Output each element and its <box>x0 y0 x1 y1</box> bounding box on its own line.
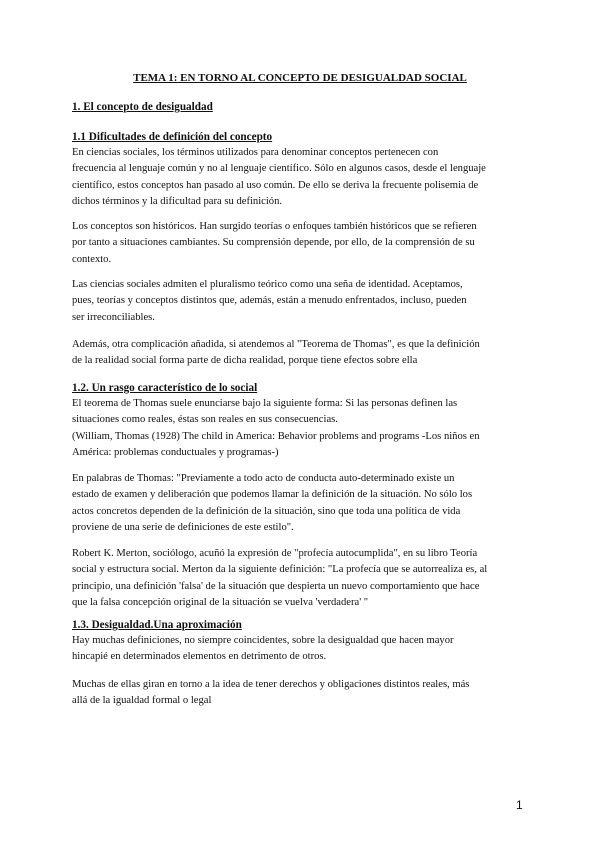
page-number: 1 <box>516 798 523 812</box>
paragraph-line: América: problemas conductuales y programas-) <box>72 447 279 459</box>
paragraph-line: ser irreconciliables. <box>72 311 155 323</box>
paragraph-line: dichos términos y la dificultad para su definición. <box>72 196 283 208</box>
paragraph-6 <box>72 471 530 537</box>
paragraph-4 <box>72 337 530 370</box>
paragraph-line: Las ciencias sociales admiten el pluralismo teórico como una seña de identidad. Aceptamos, <box>72 279 463 290</box>
paragraph-line: social y estructura social. Merton da la siguiente definición: "La profecía que se autorrealiza es, al <box>72 564 488 576</box>
paragraph-1 <box>72 145 530 211</box>
paragraph-line: Muchas de ellas giran en torno a la idea de tener derechos y obligaciones distintos reales, más <box>72 679 470 690</box>
paragraph-line: Robert K. Merton, sociólogo, acuñó la expresión de "profecía autocumplida", en su libro Teoría <box>72 548 478 559</box>
paragraph-9 <box>72 677 530 710</box>
paragraph-line: actos concretos dependen de la definición de la situación, sino que toda una política de vida <box>72 505 461 517</box>
paragraph-line: de la realidad social forma parte de dicha realidad, porque tiene efectos sobre ella <box>72 355 418 367</box>
paragraph-3 <box>72 277 530 326</box>
paragraph-line: El teorema de Thomas suele enunciarse bajo la siguiente forma: Si las personas definen las <box>72 398 458 409</box>
paragraph-line: principio, una definición 'falsa' de la situación que despierta un nuevo comportamiento que hace <box>72 580 480 592</box>
subsection-heading-1-3: 1.3. Desigualdad.Una aproximación <box>72 619 242 631</box>
paragraph-line: proviene de una serie de definiciones de este estilo". <box>72 522 294 534</box>
paragraph-5 <box>72 396 530 462</box>
paragraph-line: pues, teorías y conceptos distintos que, además, están a menudo enfrentados, incluso, pueden <box>72 295 467 307</box>
paragraph-8 <box>72 633 530 666</box>
subsection-heading-1-1: 1.1 Dificultades de definición del concepto <box>72 131 273 143</box>
paragraph-line: Los conceptos son históricos. Han surgido teorías o enfoques también históricos que se refieren <box>72 221 477 232</box>
paragraph-line: allá de la igualdad formal o legal <box>72 695 212 707</box>
paragraph-line: (William, Thomas (1928) The child in America: Behavior problems and programs -Los niños en <box>72 430 480 442</box>
paragraph-line: estado de examen y deliberación que podemos llamar la definición de la situación. No sólo los <box>72 489 473 501</box>
paragraph-line: frecuencia al lenguaje común y no al lenguaje científico. Sólo en algunos casos, desde el lenguaje <box>72 163 486 175</box>
paragraph-7 <box>72 546 530 612</box>
paragraph-line: contexto. <box>72 253 112 265</box>
paragraph-line: En ciencias sociales, los términos utilizados para denominar conceptos pertenecen con <box>72 147 439 158</box>
paragraph-line: hincapié en determinados elementos en detrimento de otros. <box>72 651 327 663</box>
subsection-heading-1-2: 1.2. Un rasgo característico de lo social <box>72 382 258 394</box>
paragraph-line: que la falsa concepción original de la situación se vuelva 'verdadera' " <box>72 597 369 609</box>
paragraph-line: En palabras de Thomas: "Previamente a todo acto de conducta auto-determinado existe un <box>72 473 455 484</box>
paragraph-line: científico, estos conceptos han pasado al uso común. De ello se deriva la frecuente polisemia de <box>72 179 479 191</box>
paragraph-line: situaciones como reales, éstas son reales en sus consecuencias. <box>72 414 338 426</box>
paragraph-line: Hay muchas definiciones, no siempre coincidentes, sobre la desigualdad que hacen mayor <box>72 635 454 646</box>
page-title: TEMA 1: EN TORNO AL CONCEPTO DE DESIGUALDAD SOCIAL <box>133 72 467 84</box>
paragraph-2 <box>72 219 530 268</box>
section-heading-1: 1. El concepto de desigualdad <box>72 101 213 113</box>
paragraph-line: por tanto a situaciones cambiantes. Su comprensión depende, por ello, de la comprensión de su <box>72 237 475 249</box>
paragraph-line: Además, otra complicación añadida, si atendemos al "Teorema de Thomas", es que la definición <box>72 339 480 350</box>
